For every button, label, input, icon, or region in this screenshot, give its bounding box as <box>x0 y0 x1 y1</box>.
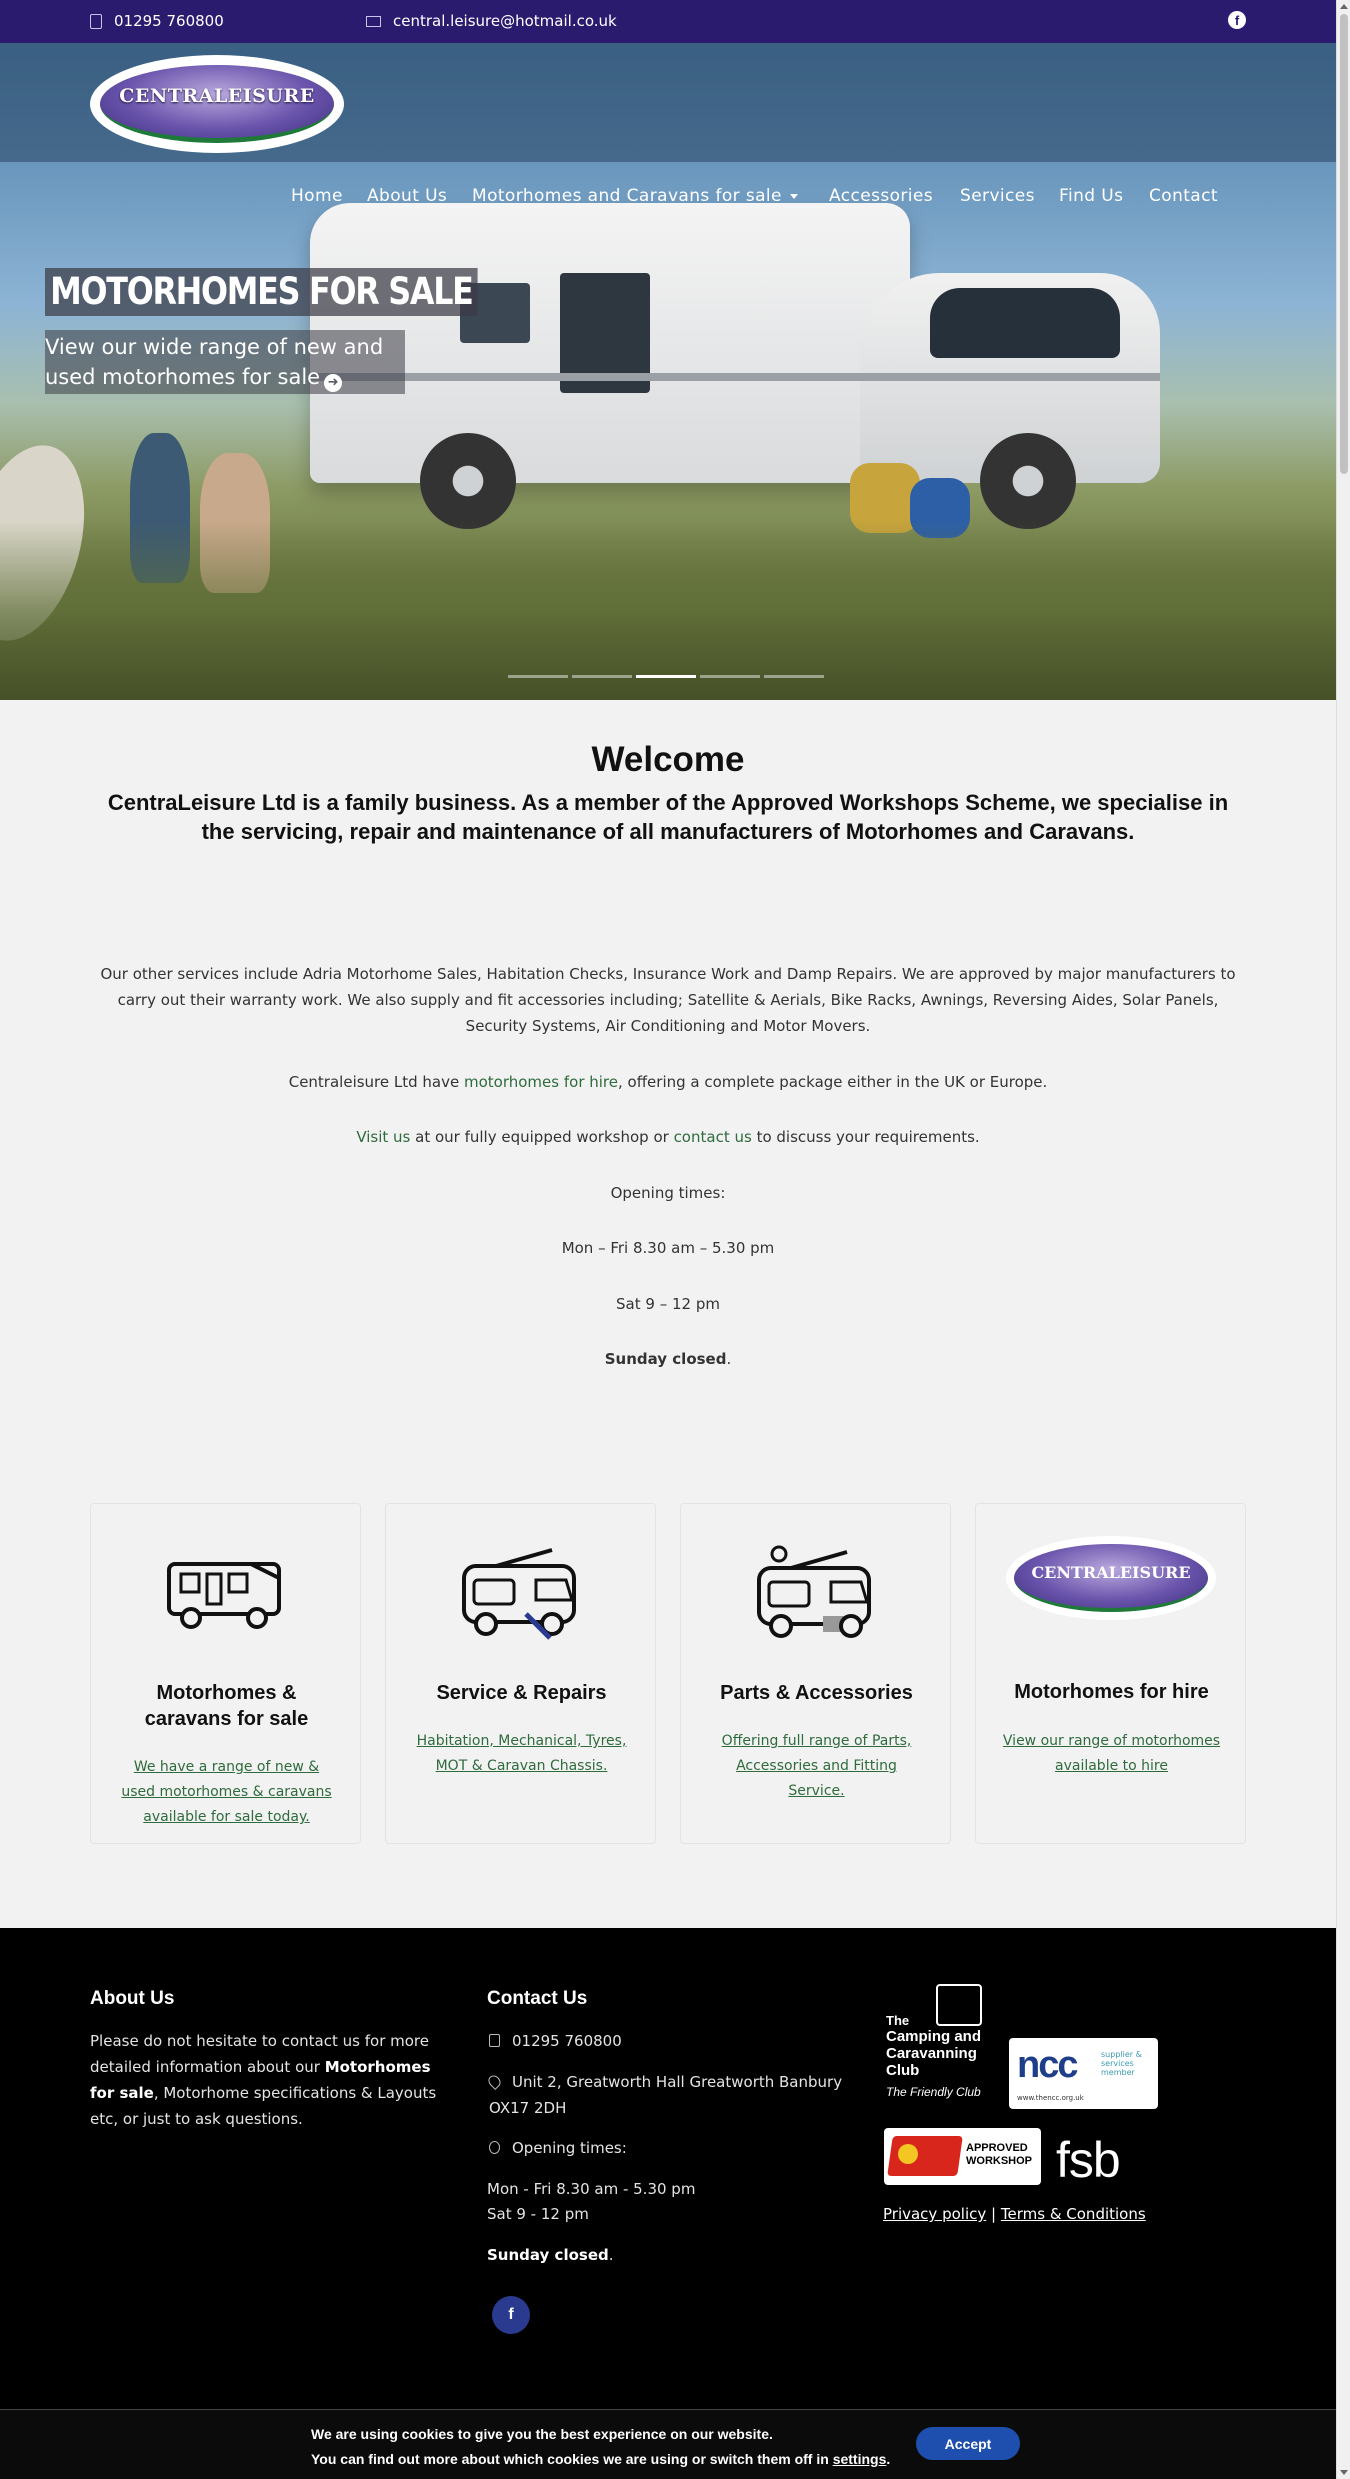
nav-contact[interactable]: Contact <box>1149 186 1218 206</box>
weekday-hours: Mon – Fri 8.30 am – 5.30 pm <box>561 1239 775 1257</box>
chevron-down-icon <box>790 194 798 199</box>
contact-us-link[interactable]: contact us <box>673 1128 752 1146</box>
topbar-email-text: central.leisure@hotmail.co.uk <box>393 12 617 30</box>
fsb-badge[interactable]: fsb <box>1056 2132 1120 2188</box>
motorhome-satellite-icon <box>751 1544 881 1640</box>
cookie-accept-button[interactable]: Accept <box>916 2427 1020 2460</box>
approved-text: APPROVED WORKSHOP <box>966 2142 1032 2167</box>
slider-dot[interactable] <box>572 675 632 678</box>
scroll-down-icon[interactable] <box>1340 2470 1348 2475</box>
motorhome-icon <box>161 1544 291 1640</box>
footer-phone[interactable] <box>489 2028 622 2054</box>
camping-caravanning-club-badge[interactable] <box>884 1984 984 2112</box>
ccc-line: Club <box>886 2062 920 2079</box>
mini-logo-text: CENTRALEISURE <box>1031 1563 1191 1582</box>
welcome-lead: CentraLeisure Ltd is a family business. As a member of the Approved Workshops Scheme, we specialise in the servicing, repair and maintenance of all manufacturers of Motorhomes and Caravans. <box>107 790 1229 844</box>
hero-subtitle-link[interactable] <box>45 330 405 394</box>
motorhome-repair-icon <box>456 1544 586 1640</box>
legal-separator: | <box>991 2205 997 2223</box>
card-service-repairs[interactable] <box>385 1503 656 1844</box>
visit-us-link[interactable]: Visit us <box>356 1128 411 1146</box>
grass-foreground <box>0 520 1336 700</box>
saturday-hours: Sat 9 – 12 pm <box>616 1295 720 1313</box>
terms-conditions-link[interactable]: Terms & Conditions <box>1000 2205 1146 2223</box>
privacy-policy-link[interactable]: Privacy policy <box>883 2205 987 2223</box>
footer-contact-heading: Contact Us <box>487 1988 588 2009</box>
nav-accessories[interactable]: Accessories <box>829 186 934 206</box>
slider-dot[interactable] <box>764 675 824 678</box>
ncc-url: www.thencc.org.uk <box>1017 2094 1084 2102</box>
card-link[interactable]: Offering full range of Parts, Accessories and Fitting Service. <box>721 1733 912 1799</box>
nav-services[interactable]: Services <box>960 186 1035 206</box>
hire-prefix: Centraleisure Ltd have <box>288 1073 464 1091</box>
card-title: Service & Repairs <box>436 1682 607 1704</box>
main-nav <box>0 186 1336 216</box>
nav-home[interactable]: Home <box>291 186 343 206</box>
footer-legal-links <box>883 2205 1146 2223</box>
topbar-phone-text: 01295 760800 <box>114 12 224 30</box>
ncc-badge[interactable] <box>1009 2038 1158 2109</box>
footer-opening-text: Opening times: <box>512 2139 627 2157</box>
card-title: Motorhomes & caravans for sale <box>144 1682 309 1730</box>
footer-about-bold: Motorhomes for sale <box>90 2058 431 2102</box>
motorhomes-for-hire-link[interactable]: motorhomes for hire <box>464 1073 618 1091</box>
facebook-icon[interactable]: f <box>1228 11 1246 29</box>
visit-paragraph <box>90 1124 1246 1150</box>
welcome-title: Welcome <box>591 740 745 779</box>
ncc-side: supplier & services member <box>1101 2050 1142 2077</box>
slider-dot[interactable] <box>508 675 568 678</box>
footer-address <box>489 2069 849 2121</box>
hire-paragraph <box>90 1069 1246 1095</box>
motorhome-image <box>300 163 1180 553</box>
footer-about-suffix: , Motorhome specifications & Layouts etc, or just to ask questions. <box>90 2084 437 2128</box>
visit-suffix: to discuss your requirements. <box>751 1128 980 1146</box>
ccc-line: Caravanning <box>886 2045 977 2062</box>
topbar-email[interactable] <box>366 12 617 30</box>
nav-motorhomes-label: Motorhomes and Caravans for sale <box>472 186 782 206</box>
nav-about-us[interactable]: About Us <box>367 186 448 206</box>
ccc-tagline: The Friendly Club <box>886 2085 981 2099</box>
approved-workshop-badge[interactable] <box>884 2128 1041 2185</box>
sunday-suffix: . <box>726 1350 732 1368</box>
footer-saturday-hours: Sat 9 - 12 pm <box>487 2205 589 2223</box>
card-link[interactable]: Habitation, Mechanical, Tyres, MOT & Caravan Chassis. <box>416 1733 627 1774</box>
card-motorhomes-for-hire[interactable] <box>975 1503 1246 1844</box>
cookie-settings-link[interactable]: settings <box>832 2451 887 2467</box>
hero-subtitle: View our wide range of new and used motorhomes for sale <box>45 335 384 389</box>
cookie-line-2 <box>311 2451 890 2467</box>
card-title: Parts & Accessories <box>720 1682 913 1704</box>
footer-opening <box>489 2135 627 2161</box>
footer-about-heading: About Us <box>90 1988 175 2009</box>
footer-weekday-hours: Mon - Fri 8.30 am - 5.30 pm <box>487 2180 696 2198</box>
phone-icon <box>90 14 102 29</box>
scroll-up-icon[interactable] <box>1340 4 1348 9</box>
opening-times-label: Opening times: <box>610 1184 726 1202</box>
ccc-line: Camping and <box>886 2028 982 2045</box>
clock-icon <box>489 2141 500 2154</box>
top-bar <box>0 0 1336 43</box>
services-paragraph: Our other services include Adria Motorhome Sales, Habitation Checks, Insurance Work and Damp Repairs. We are approved by major manufacturers to carry out their warranty work. We also supply and fit accessories including; Satellite & Aerials, Bike Racks, Awnings, Reversing Aides, Solar Panels, Security Systems, Air Conditioning and Motor Movers. <box>100 965 1236 1035</box>
logo-text: CENTRALEISURE <box>119 85 315 107</box>
nav-motorhomes-caravans[interactable] <box>472 186 798 206</box>
footer-sunday-text: Sunday closed <box>487 2246 609 2264</box>
footer-sunday-suffix: . <box>608 2246 614 2264</box>
slider-dot[interactable] <box>700 675 760 678</box>
footer <box>0 1928 1336 2409</box>
nav-find-us[interactable]: Find Us <box>1059 186 1124 206</box>
card-link[interactable]: We have a range of new & used motorhomes & caravans available for sale today. <box>121 1759 332 1825</box>
slider-dot-active[interactable] <box>636 675 696 678</box>
mail-icon <box>366 16 381 27</box>
footer-about-text <box>90 2028 450 2132</box>
site-logo[interactable] <box>90 55 344 153</box>
cookie-line-1: We are using cookies to give you the best experience on our website. <box>311 2426 773 2442</box>
page-scrollbar[interactable] <box>1336 0 1350 2479</box>
visit-middle: at our fully equipped workshop or <box>410 1128 674 1146</box>
hero-title: MOTORHOMES FOR SALE <box>45 268 478 316</box>
ccc-line: The <box>886 2013 910 2028</box>
cookie-notice <box>0 2409 1336 2479</box>
phone-icon <box>489 2034 500 2047</box>
footer-about-prefix: Please do not hesitate to contact us for more detailed information about our <box>90 2032 429 2076</box>
arrow-right-circle-icon: ➜ <box>324 374 342 392</box>
topbar-phone[interactable] <box>90 12 224 30</box>
footer-phone-text: 01295 760800 <box>512 2032 622 2050</box>
hero-slider <box>0 43 1336 700</box>
card-motorhomes-for-sale[interactable] <box>90 1503 361 1844</box>
cookie-line-2-prefix: You can find out more about which cookies we are using or switch them off in <box>311 2451 833 2467</box>
map-pin-icon <box>486 2073 503 2090</box>
facebook-icon[interactable]: f <box>492 2296 530 2334</box>
card-parts-accessories[interactable] <box>680 1503 951 1844</box>
sunday-closed-text: Sunday closed <box>604 1350 727 1368</box>
slider-pagination <box>508 675 824 678</box>
footer-sunday <box>487 2242 614 2268</box>
hire-suffix: , offering a complete package either in the UK or Europe. <box>618 1073 1048 1091</box>
centraleisure-logo <box>1006 1536 1216 1620</box>
cookie-line-2-suffix: . <box>886 2451 891 2467</box>
card-link[interactable]: View our range of motorhomes available to hire <box>1002 1733 1221 1774</box>
footer-address-text: Unit 2, Greatworth Hall Greatworth Banbury OX17 2DH <box>489 2073 843 2117</box>
ncc-main: ncc <box>1017 2044 1077 2086</box>
sunday-closed <box>90 1346 1246 1372</box>
scrollbar-thumb[interactable] <box>1340 14 1348 474</box>
card-title: Motorhomes for hire <box>1014 1681 1209 1703</box>
